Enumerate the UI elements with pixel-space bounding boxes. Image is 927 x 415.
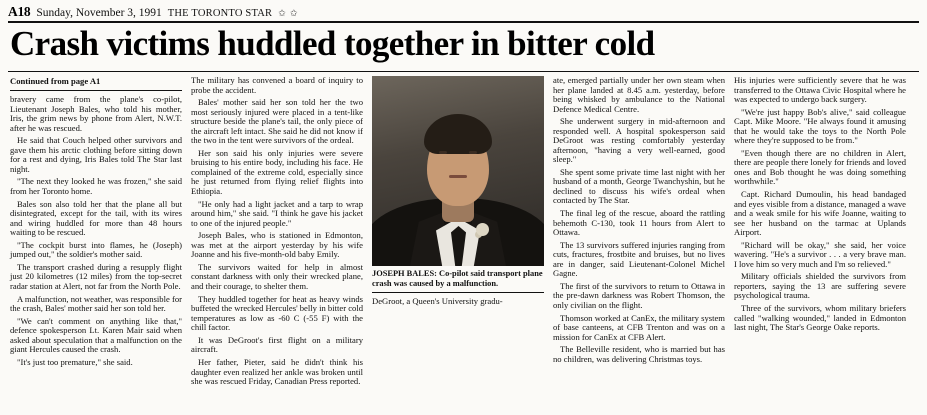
paragraph: Bales' mother said her son told her the two most seriously injured were placed in a tent-like structure beside the plane's tail, the only piece of the aircraft left intact. She said he did not know if the two in the tent were survivors of the ordeal. [191, 97, 363, 146]
paragraph: It was DeGroot's first flight on a military aircraft. [191, 334, 363, 355]
jumpline: Continued from page A1 [10, 76, 101, 86]
photo-boutonniere [476, 223, 489, 236]
paragraph: Three of the survivors, whom military briefers called "walking wounded," landed in Edmonton last night, The Star's George Oake reports. [734, 303, 906, 333]
paragraph: Joseph Bales, who is stationed in Edmonton, was met at the airport yesterday by his wife Joanne and his five-month-old baby Emily. [191, 230, 363, 260]
paragraph: Her son said his only injuries were severe bruising to his entire body, including his face. He complained of the extreme cold, especially since he just returned from flying relief flights into Ethiopia. [191, 147, 363, 196]
masthead [8, 4, 919, 20]
page-folio: A18 [8, 4, 31, 19]
masthead-star-marks: ✩ ✩ [278, 8, 299, 18]
photo-block [372, 76, 544, 293]
paragraph: A malfunction, not weather, was responsible for the crash, Bales' mother said her son told her. [10, 293, 182, 314]
paragraph: The first of the survivors to return to Ottawa in the pre-dawn darkness was Robert Thomson, the only civilian on the flight. [553, 280, 725, 310]
portrait-photo [372, 76, 544, 266]
photo-caption-text: Co-pilot said transport plane crash was caused by a malfunction. [372, 269, 543, 288]
paragraph: She spent some private time last night with her husband of a month, George Twanchyshin, but he declined to discuss his wife's ordeal when contacted by The Star. [553, 166, 725, 206]
paragraph: Bales son also told her that the plane all but disintegrated, except for the tail, with its wires and wiring huddled for more than 48 hours waiting to be rescued. [10, 198, 182, 238]
paragraph: Thomson worked at CanEx, the military system of base canteens, at CFB Trenton and was on a mission for CanEx at CFB Alert. [553, 312, 725, 342]
paragraph: Her father, Pieter, said he didn't think his daughter even realized her ankle was broken until she was rescued Friday, Canadian Press reported. [191, 357, 363, 386]
photo-eye-right [469, 151, 477, 154]
masthead-publication: THE TORONTO STAR [167, 8, 273, 19]
masthead-date: Sunday, November 3, 1991 [36, 7, 162, 19]
article-column-4 [553, 76, 725, 410]
article-columns [10, 76, 917, 410]
masthead-divider [8, 21, 919, 23]
paragraph: "The next they looked he was frozen," she said from her Toronto home. [10, 176, 182, 196]
paragraph: "Even though there are no children in Alert, there are people there lonely for friends and loved ones and Bob thought he was doing something worthwhile." [734, 147, 906, 187]
jumpline-rule [10, 90, 182, 91]
paragraph: The 13 survivors suffered injuries ranging from cuts, fractures, frostbite and bruises, but no lives are in danger, said Lieutenant-Colonel Michel Gagne. [553, 239, 725, 279]
article-column-5 [734, 76, 906, 410]
paragraph: ate, emerged partially under her own steam when her plane landed at 8.45 a.m. yesterday, before being whisked by ambulance to the National Defence Medical Centre. [553, 75, 725, 114]
paragraph: His injuries were sufficiently severe that he was transferred to the Ottawa Civic Hospital where he was expected to undergo back surgery. [734, 75, 906, 104]
paragraph: "We're just happy Bob's alive," said colleague Capt. Mike Moore. "He always found it amusing that he would take the toys to the North Pole where they're supposed to be from." [734, 106, 906, 146]
article-column-1 [10, 76, 182, 410]
photo-mouth [449, 175, 467, 178]
paragraph: The Belleville resident, who is married but has no children, was delivering Christmas toys. [553, 344, 725, 364]
paragraph: The military has convened a board of inquiry to probe the accident. [191, 75, 363, 95]
paragraph: bravery came from the plane's co-pilot, Lieutenant Joseph Bales, who told his mother, Iris, the grim news by phone from Alert, N.W.T. after he was rescued. [10, 94, 182, 133]
paragraph: The survivors waited for help in almost constant darkness with only their wrecked plane, and their courage, to shelter them. [191, 261, 363, 291]
photo-caption [372, 269, 544, 288]
paragraph: "We can't comment on anything like that," defence spokesperson Lt. Karen Mair said when asked about speculation that a malfunction on the giant Hercules caused the crash. [10, 315, 182, 355]
paragraph: The final leg of the rescue, aboard the rattling behemoth C-130, took 11 hours from Alert to Ottawa. [553, 208, 725, 238]
photo-eye-left [439, 151, 447, 154]
paragraph: She underwent surgery in mid-afternoon and responded well. A hospital spokesperson said DeGroot was resting comfortably yesterday afternoon, "having a very well-earned, good sleep." [553, 116, 725, 165]
paragraph: "He only had a light jacket and a tarp to wrap around him," she said. "I think he gave his jacket to one of the injured people." [191, 198, 363, 228]
paragraph: They huddled together for heat as heavy winds buffeted the wrecked Hercules' belly in bitter cold temperatures as low as -60 C (-55 F) with the chill factor. [191, 293, 364, 333]
article-column-3 [372, 76, 544, 410]
paragraph: "It's just too premature," she said. [17, 357, 133, 367]
paragraph: DeGroot, a Queen's University gradu- [372, 296, 503, 307]
article-column-2 [191, 76, 363, 410]
photo-caption-name: JOSEPH BALES: [372, 269, 437, 278]
paragraph: He said that Couch helped other survivors and gave them his arctic clothing before sitting down for a rest and dying, Iris Bales told The Star last night. [10, 135, 182, 174]
paragraph: "The cockpit burst into flames, he (Joseph) jumped out," the soldier's mother said. [10, 239, 182, 260]
headline-divider [8, 71, 919, 72]
paragraph: "Richard will be okay," she said, her voice wavering. "He's a survivor . . . a very brave man. I love him so very much and I'm so relieved." [734, 239, 906, 269]
paragraph: Capt. Richard Dumoulin, his head bandaged and eyes visible from a distance, managed a wave and a weak smile for his wife Joanne, waiting to see her husband on the tarmac at Uplands Airport. [734, 189, 906, 238]
paragraph: Military officials shielded the survivors from reporters, saying the 13 are suffering severe psychological trauma. [734, 271, 906, 301]
paragraph: The transport crashed during a resupply flight just 20 kilometres (12 miles) from the top-secret radar station at Alert, not far from the North Pole. [10, 261, 182, 291]
caption-rule [372, 292, 544, 293]
page-headline: Crash victims huddled together in bitter cold [10, 24, 655, 63]
